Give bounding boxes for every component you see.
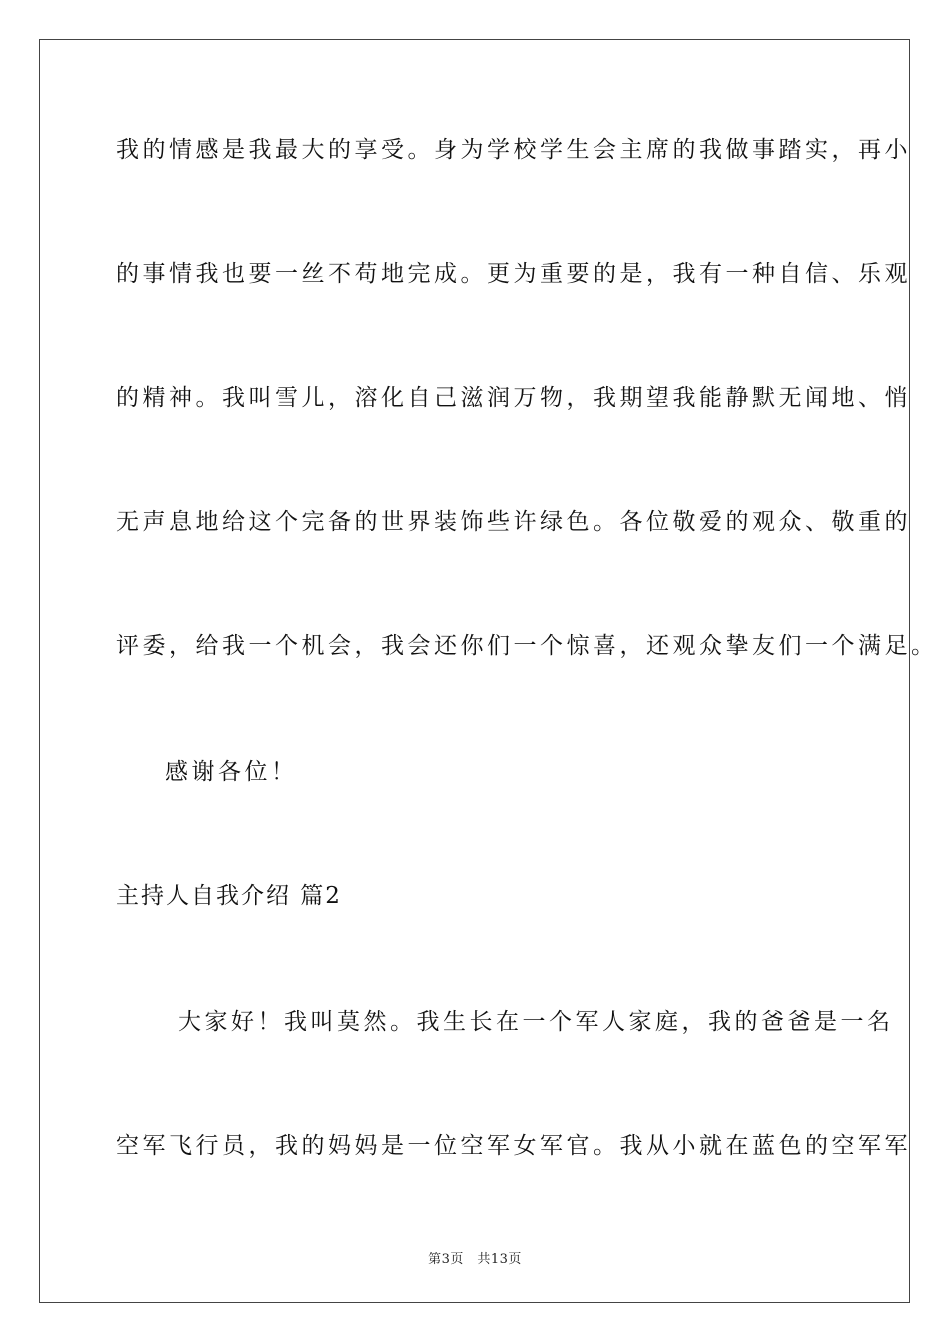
paragraph-line-7: 空军飞行员，我的妈妈是一位空军女军官。我从小就在蓝色的空军军 <box>116 1133 911 1159</box>
paragraph-line-2: 的事情我也要一丝不苟地完成。更为重要的是，我有一种自信、乐观 <box>116 261 911 287</box>
paragraph-line-6: 大家好！我叫莫然。我生长在一个军人家庭，我的爸爸是一名 <box>178 1009 894 1035</box>
page-number-footer: 第3页 共13页 <box>428 1252 522 1267</box>
page-border <box>39 39 910 1303</box>
closing-line: 感谢各位！ <box>165 759 298 785</box>
paragraph-line-1: 我的情感是我最大的享受。身为学校学生会主席的我做事踏实，再小 <box>116 137 911 163</box>
section-heading: 主持人自我介绍 篇2 <box>116 883 342 909</box>
paragraph-line-4: 无声息地给这个完备的世界装饰些许绿色。各位敬爱的观众、敬重的 <box>116 509 911 535</box>
paragraph-line-5: 评委，给我一个机会，我会还你们一个惊喜，还观众挚友们一个满足。 <box>116 633 938 659</box>
paragraph-line-3: 的精神。我叫雪儿，溶化自己滋润万物，我期望我能静默无闻地、悄 <box>116 385 911 411</box>
